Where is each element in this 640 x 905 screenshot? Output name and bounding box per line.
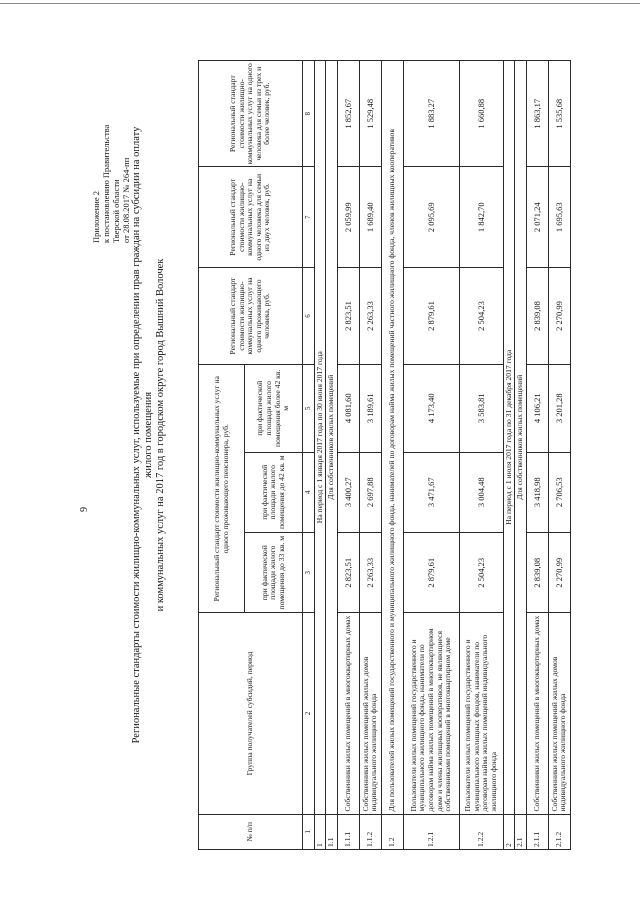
header-row-top: [199, 61, 245, 850]
value-cell: 2 270,99: [548, 268, 570, 365]
value-cell: 1 689,40: [359, 167, 381, 268]
subsection-label: Для пользователей жилых помещений государственного и муниципального жилищного фонда, нанимателей по договорам найма жилых помещений частного жилищного фонда, членов жилищных кооперативов: [381, 61, 403, 815]
subsection-label: Для собственников жилых помещений: [326, 61, 338, 815]
period-row: [503, 61, 515, 850]
table-row: [337, 61, 359, 850]
table-row: [403, 61, 459, 850]
period-label: На период с 1 января 2017 года по 30 июня 2017 года: [314, 61, 326, 815]
value-cell: 2 879,61: [403, 532, 459, 612]
period-row: [314, 61, 326, 850]
header-sub-42: при фактической площади жилого помещения до 42 кв. м: [245, 452, 303, 532]
col-number: 2: [303, 613, 315, 814]
value-cell: 3 471,67: [403, 452, 459, 532]
row-label: Собственники жилых помещений жилых домов индивидуального жилищного фонда: [359, 613, 381, 814]
value-cell: 3 418,98: [526, 452, 548, 532]
row-code: 1.1.1: [337, 814, 359, 849]
value-cell: 3 400,27: [337, 452, 359, 532]
header-sub-more42: при фактической площади жилого помещения более 42 кв. м: [245, 365, 303, 453]
table-row: [526, 61, 548, 850]
title-line: и коммунальных услуг на 2017 год в городском округе город Вышний Волочек: [155, 258, 166, 612]
value-cell: 2 059,99: [337, 167, 359, 268]
standards-table-wrap: [198, 60, 582, 850]
table-row: [548, 61, 570, 850]
value-cell: 2 823,51: [337, 268, 359, 365]
row-code: 2.1.1: [526, 814, 548, 849]
value-cell: 2 095,69: [403, 167, 459, 268]
value-cell: 3 189,61: [359, 365, 381, 453]
value-cell: 3 004,48: [459, 452, 503, 532]
row-code: 1.2.1: [403, 814, 459, 849]
appendix-line: Приложение 2: [91, 191, 101, 243]
value-cell: 2 839,08: [526, 532, 548, 612]
row-label: Собственники жилых помещений в многоквартирных домах: [526, 613, 548, 814]
value-cell: 1 883,27: [403, 61, 459, 167]
value-cell: 4 173,40: [403, 365, 459, 453]
col-number: 6: [303, 268, 315, 365]
value-cell: 2 263,33: [359, 268, 381, 365]
appendix-line: Тверской области: [111, 179, 121, 243]
value-cell: 2 823,51: [337, 532, 359, 612]
row-code: 1: [314, 814, 326, 849]
header-group: Группа получателей субсидий, период: [199, 613, 303, 814]
row-code: 1.1: [326, 814, 338, 849]
value-cell: 1 535,68: [548, 61, 570, 167]
table-row: [459, 61, 503, 850]
value-cell: 2 839,08: [526, 268, 548, 365]
appendix-line: к постановлению Правительства: [101, 124, 111, 243]
col-number: 1: [303, 814, 315, 849]
row-label: Пользователи жилых помещений государственного и муниципального жилищных фондов, наниматели по договорам найма жилых помещений индивидуального жилищного фонда: [459, 613, 503, 814]
value-cell: 1 529,48: [359, 61, 381, 167]
value-cell: 2 270,99: [548, 532, 570, 612]
column-numbers-row: [303, 61, 315, 850]
value-cell: 1 660,88: [459, 61, 503, 167]
value-cell: 3 201,28: [548, 365, 570, 453]
row-code: 2.1.2: [548, 814, 570, 849]
value-cell: 2 879,61: [403, 268, 459, 365]
row-code: 1.1.2: [359, 814, 381, 849]
row-label: Собственники жилых помещений жилых домов индивидуального жилищного фонда: [548, 613, 570, 814]
value-cell: 1 852,67: [337, 61, 359, 167]
value-cell: 4 106,21: [526, 365, 548, 453]
value-cell: 2 263,33: [359, 532, 381, 612]
value-cell: 1 842,70: [459, 167, 503, 268]
title-line: Региональные стандарты стоимости жилищно-коммунальных услуг, используемые при определении прав граждан на субсидии на оплату жилого помещения: [131, 126, 154, 744]
value-cell: 4 081,60: [337, 365, 359, 453]
row-label: Собственники жилых помещений в многоквартирных домах: [337, 613, 359, 814]
col-number: 4: [303, 452, 315, 532]
row-code: 2.1: [515, 814, 527, 849]
value-cell: 2 071,24: [526, 167, 548, 268]
appendix-line: от 28.08.2017 № 264-пп: [121, 157, 131, 243]
page-number: 9: [79, 507, 90, 512]
value-cell: 2 706,53: [548, 452, 570, 532]
table-row: [359, 61, 381, 850]
row-code: 1.2: [381, 814, 403, 849]
row-code: 2: [503, 814, 515, 849]
appendix-block: [91, 53, 131, 243]
header-sub-33: при фактической площади жилого помещения до 33 кв. м: [245, 532, 303, 612]
row-code: 1.2.2: [459, 814, 503, 849]
value-cell: 2 697,88: [359, 452, 381, 532]
col-number: 7: [303, 167, 315, 268]
period-label: На период с 1 июля 2017 года по 31 декабря 2017 года: [503, 61, 515, 815]
value-cell: 3 583,81: [459, 365, 503, 453]
document-title: [131, 115, 167, 755]
value-cell: 1 695,63: [548, 167, 570, 268]
subsection-row: [515, 61, 527, 850]
standards-table: [198, 60, 571, 850]
col-number: 5: [303, 365, 315, 453]
header-col7: Региональный стандарт стоимости жилищно-коммунальных услуг на одного человека для семьи из двух человек, руб.: [199, 167, 303, 268]
header-col8: Региональный стандарт стоимости жилищно-коммунальных услуг на одного человека для семьи из трех и более человек, руб.: [199, 61, 303, 167]
subsection-row: [326, 61, 338, 850]
value-cell: 2 504,23: [459, 532, 503, 612]
row-label: Пользователи жилых помещений государственного и муниципального жилищного фонда, наниматели по договорам найма жилых помещений в многоквартирном доме и члены жилищных кооперативов, не являющиеся собственниками помещений в многоквартирном доме: [403, 613, 459, 814]
col-number: 8: [303, 61, 315, 167]
subsection-row: [381, 61, 403, 850]
header-per-one: Региональный стандарт стоимости жилищно-коммунальных услуг на одного проживающего пенсионера, руб.: [199, 365, 245, 613]
header-num: № п/п: [199, 814, 303, 849]
header-col6: Региональный стандарт стоимости жилищно-коммунальных услуг на одного проживающего человека, руб.: [199, 268, 303, 365]
value-cell: 1 863,17: [526, 61, 548, 167]
subsection-label: Для собственников жилых помещений: [515, 61, 527, 815]
value-cell: 2 504,23: [459, 268, 503, 365]
col-number: 3: [303, 532, 315, 612]
